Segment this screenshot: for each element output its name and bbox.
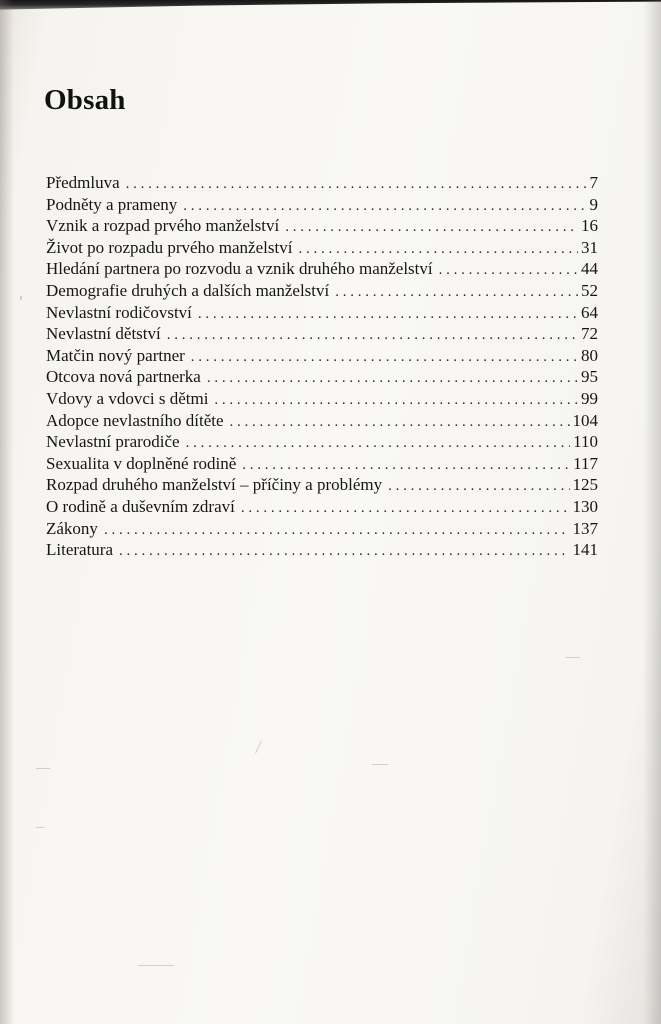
toc-entry-page-number: 130 bbox=[572, 496, 598, 516]
toc-dot-leader bbox=[242, 457, 570, 474]
toc-entry-page-number: 31 bbox=[581, 237, 598, 257]
toc-entry-label: Nevlastní dětství bbox=[46, 324, 161, 344]
toc-entry-label: Nevlastní rodičovství bbox=[46, 302, 192, 322]
table-of-contents bbox=[46, 173, 598, 562]
toc-dot-leader bbox=[207, 370, 578, 387]
toc-entry bbox=[46, 454, 598, 476]
toc-entry-label: O rodině a duševním zdraví bbox=[46, 496, 235, 516]
toc-entry bbox=[46, 216, 598, 238]
toc-entry bbox=[46, 281, 598, 303]
toc-dot-leader bbox=[241, 500, 570, 517]
toc-entry bbox=[46, 173, 598, 195]
toc-entry-label: Matčin nový partner bbox=[46, 345, 185, 365]
toc-entry-label: Otcova nová partnerka bbox=[46, 367, 201, 387]
toc-entry-label: Adopce nevlastního dítěte bbox=[46, 410, 224, 430]
toc-entry-page-number: 104 bbox=[572, 410, 598, 430]
toc-dot-leader bbox=[119, 543, 569, 560]
toc-entry-page-number: 9 bbox=[589, 194, 598, 214]
toc-entry-page-number: 117 bbox=[573, 453, 598, 473]
toc-dot-leader bbox=[198, 306, 578, 323]
toc-entry-page-number: 137 bbox=[572, 518, 598, 538]
toc-entry-page-number: 16 bbox=[581, 216, 598, 236]
paper-mark bbox=[36, 768, 50, 769]
toc-entry-page-number: 99 bbox=[581, 388, 598, 408]
page-left-shadow bbox=[0, 0, 14, 1024]
paper-mark bbox=[36, 827, 44, 828]
toc-entry bbox=[46, 519, 598, 541]
toc-entry bbox=[46, 324, 598, 346]
toc-entry-label: Rozpad druhého manželství – příčiny a problémy bbox=[46, 475, 383, 495]
toc-entry-page-number: 7 bbox=[589, 173, 598, 192]
toc-entry-label: Hledání partnera po rozvodu a vznik druhého manželství bbox=[46, 259, 433, 279]
toc-entry bbox=[46, 389, 598, 411]
toc-dot-leader bbox=[298, 241, 578, 258]
toc-dot-leader bbox=[104, 522, 570, 539]
paper-mark bbox=[255, 740, 262, 753]
toc-dot-leader bbox=[167, 327, 578, 344]
toc-entry-label: Podněty a prameny bbox=[46, 194, 178, 214]
toc-entry-page-number: 44 bbox=[581, 259, 598, 279]
toc-dot-leader bbox=[439, 262, 578, 279]
toc-dot-leader bbox=[335, 284, 578, 301]
toc-entry-page-number: 72 bbox=[581, 324, 598, 344]
page-right-shadow bbox=[643, 0, 661, 1024]
page-top-edge-shadow bbox=[0, 0, 661, 16]
toc-dot-leader bbox=[186, 435, 571, 452]
toc-entry-page-number: 80 bbox=[581, 345, 598, 365]
toc-entry bbox=[46, 259, 598, 281]
toc-entry bbox=[46, 475, 598, 497]
toc-entry-page-number: 141 bbox=[572, 540, 598, 560]
toc-entry-label: Sexualita v doplněné rodině bbox=[46, 453, 237, 473]
toc-entry-label: Život po rozpadu prvého manželství bbox=[46, 237, 293, 257]
toc-entry bbox=[46, 303, 598, 325]
toc-entry-page-number: 64 bbox=[581, 302, 598, 322]
toc-dot-leader bbox=[285, 219, 578, 236]
toc-dot-leader bbox=[230, 414, 570, 431]
paper-mark bbox=[138, 965, 174, 966]
toc-entry bbox=[46, 540, 598, 562]
toc-entry bbox=[46, 346, 598, 368]
toc-dot-leader bbox=[191, 349, 578, 366]
toc-dot-leader bbox=[214, 392, 578, 409]
toc-dot-leader bbox=[388, 478, 569, 495]
toc-entry bbox=[46, 195, 598, 217]
toc-entry bbox=[46, 497, 598, 519]
toc-entry bbox=[46, 238, 598, 260]
toc-dot-leader bbox=[183, 198, 586, 215]
toc-entry bbox=[46, 411, 598, 433]
toc-entry-label: Vdovy a vdovci s dětmi bbox=[46, 388, 209, 408]
toc-entry-page-number: 110 bbox=[573, 432, 598, 452]
toc-entry-page-number: 52 bbox=[581, 280, 598, 300]
paper-mark bbox=[566, 657, 580, 658]
toc-entry-label: Nevlastní prarodiče bbox=[46, 432, 180, 452]
toc-entry bbox=[46, 367, 598, 389]
toc-entry-page-number: 125 bbox=[572, 475, 598, 495]
toc-entry-label: Vznik a rozpad prvého manželství bbox=[46, 216, 280, 236]
page-title: Obsah bbox=[44, 84, 126, 116]
toc-entry-label: Zákony bbox=[46, 518, 98, 538]
paper-mark bbox=[372, 764, 388, 765]
paper-mark bbox=[20, 296, 22, 300]
toc-entry-page-number: 95 bbox=[581, 367, 598, 387]
toc-entry-label: Demografie druhých a dalších manželství bbox=[46, 280, 330, 300]
toc-entry-label: Předmluva bbox=[46, 173, 120, 192]
toc-entry bbox=[46, 432, 598, 454]
toc-dot-leader bbox=[126, 176, 587, 193]
toc-entry-label: Literatura bbox=[46, 540, 114, 560]
